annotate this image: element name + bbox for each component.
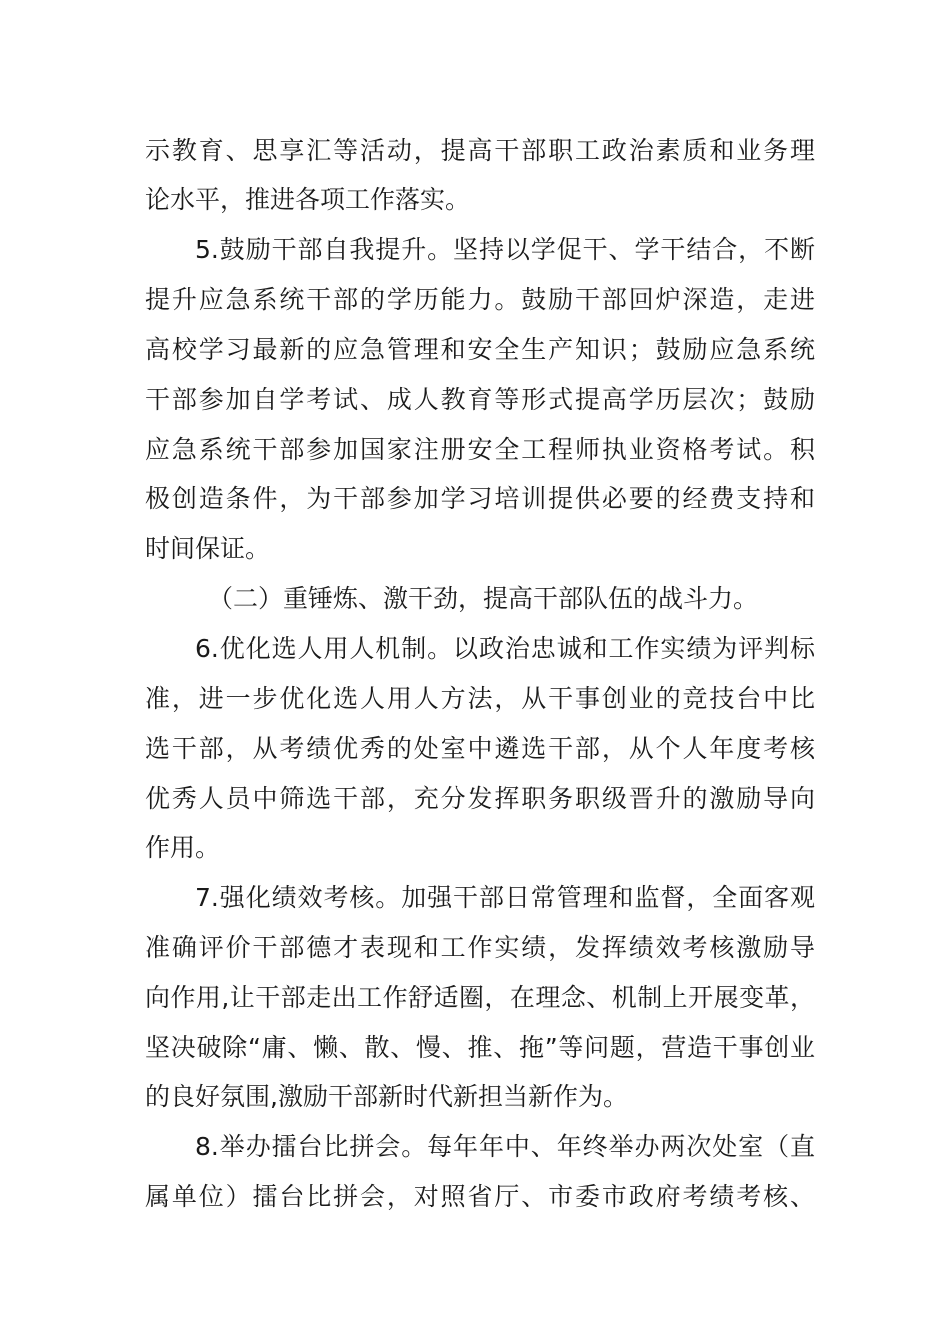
- paragraph-heading-7: 7.强化绩效考核。加强干部日常管理和监督，全面客观: [195, 883, 815, 912]
- text-line: 坚决破除“庸、懒、散、慢、推、拖”等问题，营造干事创业: [145, 1033, 815, 1062]
- text-line: 干部参加自学考试、成人教育等形式提高学历层次；鼓励: [145, 385, 815, 414]
- text-line: 提升应急系统干部的学历能力。鼓励干部回炉深造，走进: [145, 285, 815, 314]
- paragraph-heading-6: 6.优化选人用人机制。以政治忠诚和工作实绩为评判标: [195, 634, 815, 663]
- text-line: 选干部，从考绩优秀的处室中遴选干部，从个人年度考核: [145, 734, 815, 763]
- text-line: 的良好氛围,激励干部新时代新担当新作为。: [145, 1082, 628, 1111]
- text-line: 属单位）擂台比拼会，对照省厅、市委市政府考绩考核、: [145, 1182, 815, 1211]
- text-line: 应急系统干部参加国家注册安全工程师执业资格考试。积: [145, 435, 815, 464]
- text-line: 高校学习最新的应急管理和安全生产知识；鼓励应急系统: [145, 335, 815, 364]
- paragraph-heading-5: 5.鼓励干部自我提升。坚持以学促干、学干结合，不断: [195, 235, 815, 264]
- paragraph-heading-8: 8.举办擂台比拼会。每年年中、年终举办两次处室（直: [195, 1132, 815, 1161]
- text-line: 优秀人员中筛选干部，充分发挥职务职级晋升的激励导向: [145, 784, 815, 813]
- text-line: 准确评价干部德才表现和工作实绩，发挥绩效考核激励导: [145, 933, 815, 962]
- text-line: 论水平，推进各项工作落实。: [145, 185, 471, 214]
- text-line: 示教育、思享汇等活动，提高干部职工政治素质和业务理: [145, 136, 815, 165]
- text-line: 作用。: [145, 833, 221, 862]
- section-heading: （二）重锤炼、激干劲，提高干部队伍的战斗力。: [208, 584, 759, 613]
- text-line: 极创造条件，为干部参加学习培训提供必要的经费支持和: [145, 484, 815, 513]
- text-line: 时间保证。: [145, 534, 271, 563]
- text-line: 向作用,让干部走出工作舒适圈，在理念、机制上开展变革，: [145, 983, 815, 1012]
- text-line: 准，进一步优化选人用人方法，从干事创业的竞技台中比: [145, 684, 815, 713]
